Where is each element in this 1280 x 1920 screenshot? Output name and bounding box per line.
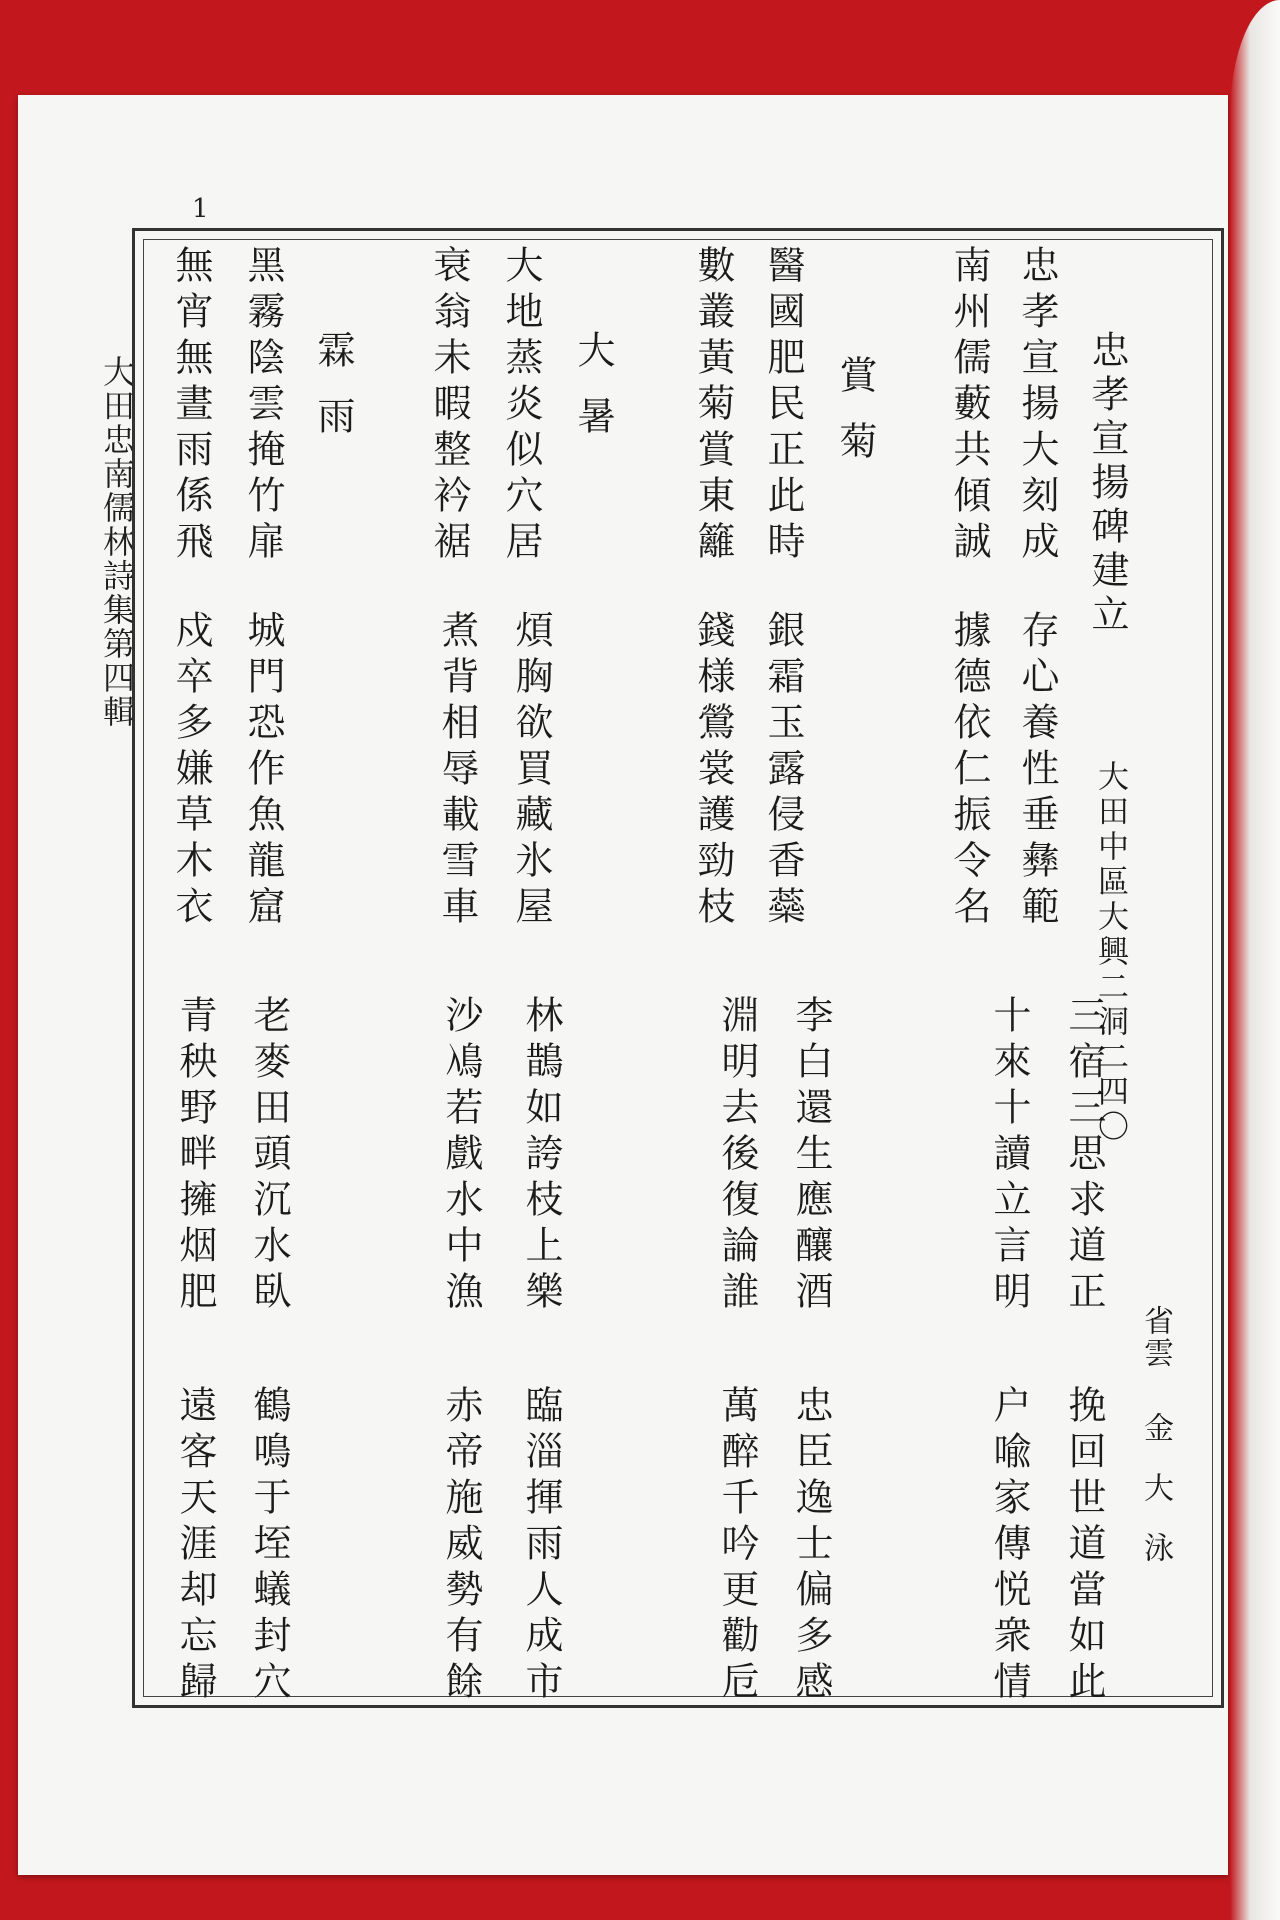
poem-2-col-1-line-2: 銀霜玉露侵香蘂 bbox=[761, 610, 805, 932]
poem-2-col-2-line-2: 錢様鶯裳護勁枝 bbox=[691, 610, 735, 932]
poem-3-col-1-line-3: 林鵲如誇枝上樂 bbox=[519, 995, 563, 1317]
poem-1-col-1-line-4: 挽回世道當如此 bbox=[1062, 1385, 1106, 1707]
poem-4-col-2-line-2: 戍卒多嫌草木衣 bbox=[169, 610, 213, 932]
page-number: 1 bbox=[192, 194, 209, 224]
poem-4-col-1-line-4: 鶴鳴于垤蟻封穴 bbox=[247, 1385, 291, 1707]
poem-4-col-2-line-4: 遠客天涯却忘歸 bbox=[173, 1385, 217, 1707]
poem-1-author-name: 金大泳 bbox=[1138, 1412, 1173, 1592]
poem-1-col-2-line-1: 南州儒藪共傾誠 bbox=[947, 245, 991, 567]
poem-2-title: 賞菊 bbox=[833, 355, 877, 487]
poem-3-title: 大暑 bbox=[571, 330, 615, 462]
poem-4-col-2-line-1: 無宵無晝雨係飛 bbox=[169, 245, 213, 567]
next-page-edge bbox=[1230, 0, 1280, 1920]
poem-1-col-2-line-3: 十來十讀立言明 bbox=[987, 995, 1031, 1317]
poem-2-col-1-line-4: 忠臣逸士偏多感 bbox=[789, 1385, 833, 1707]
poem-2-col-1-line-3: 李白還生應釀酒 bbox=[789, 995, 833, 1317]
poem-3-col-2-line-1: 衰翁未暇整衿裾 bbox=[427, 245, 471, 567]
poem-4-col-1-line-1: 黑霧陰雲掩竹扉 bbox=[241, 245, 285, 567]
poem-1-col-2-line-4: 户喩家傳悦衆情 bbox=[987, 1385, 1031, 1707]
poem-3-col-2-line-4: 赤帝施威勢有餘 bbox=[439, 1385, 483, 1707]
poem-4-col-1-line-3: 老麥田頭沉水臥 bbox=[247, 995, 291, 1317]
poem-1-col-2-line-2: 據德依仁振令名 bbox=[947, 610, 991, 932]
poem-4-col-2-line-3: 青秧野畔擁烟肥 bbox=[173, 995, 217, 1317]
text-frame bbox=[132, 228, 1224, 1708]
book-title: 大田忠南儒林詩集第四輯 bbox=[98, 355, 136, 729]
poem-3-col-1-line-2: 煩胸欲買藏氷屋 bbox=[509, 610, 553, 932]
poem-1-col-1-line-3: 三宿三思求道正 bbox=[1062, 995, 1106, 1317]
poem-3-col-1-line-1: 大地蒸炎似穴居 bbox=[499, 245, 543, 567]
poem-4-col-1-line-2: 城門恐作魚龍窟 bbox=[241, 610, 285, 932]
poem-3-col-2-line-3: 沙鳰若戲水中漁 bbox=[439, 995, 483, 1317]
poem-4-title: 霖雨 bbox=[311, 330, 355, 462]
poem-2-col-2-line-4: 萬醉千吟更勸卮 bbox=[715, 1385, 759, 1707]
poem-2-col-2-line-3: 淵明去後復論誰 bbox=[715, 995, 759, 1317]
poem-3-col-1-line-4: 臨淄揮雨人成市 bbox=[519, 1385, 563, 1707]
poem-1-address: 大田中區大興二洞二四〇 bbox=[1092, 760, 1128, 1145]
poem-3-col-2-line-2: 煮背相辱載雪車 bbox=[435, 610, 479, 932]
poem-1-author-pen-name: 省雲 bbox=[1138, 1305, 1173, 1369]
poem-2-col-1-line-1: 醫國肥民正此時 bbox=[761, 245, 805, 567]
poem-1-title: 忠孝宣揚碑建立 bbox=[1085, 330, 1129, 638]
poem-1-col-1-line-1: 忠孝宣揚大刻成 bbox=[1015, 245, 1059, 567]
poem-1-col-1-line-2: 存心養性垂彝範 bbox=[1015, 610, 1059, 932]
poem-2-col-2-line-1: 數叢黃菊賞東籬 bbox=[691, 245, 735, 567]
